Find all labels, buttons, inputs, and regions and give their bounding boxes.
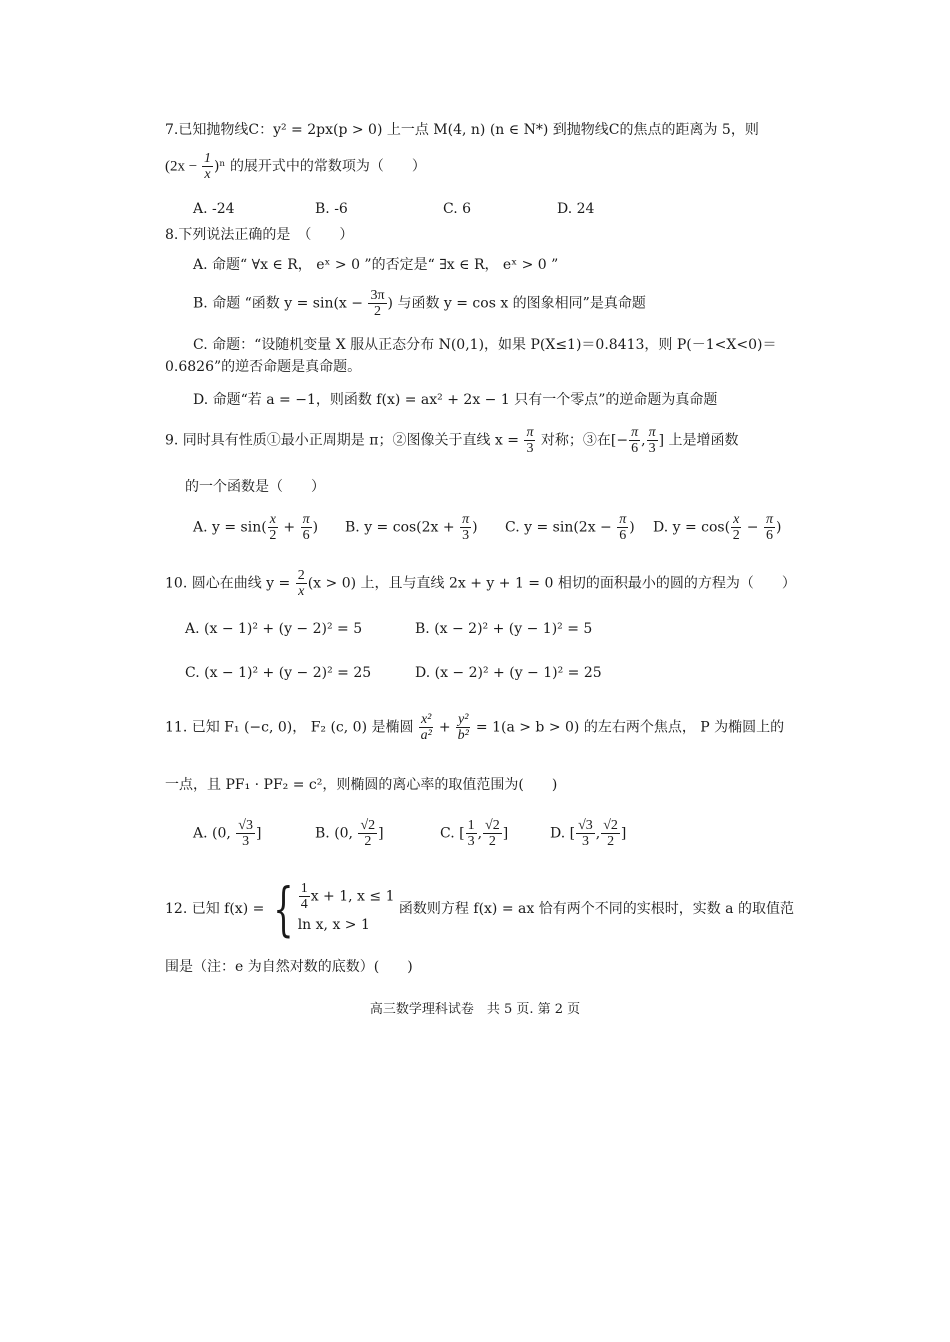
q7-option-a: A. -24	[193, 201, 235, 217]
q9b-frac: $\frac{\pi}{3}$	[462, 512, 470, 543]
q11-option-c: C. [ $\frac{1}{3}$ , $\frac{√2}{2}$ ]	[440, 818, 509, 849]
q11-option-a: A. (0, $\frac{√3}{3}$ ]	[193, 818, 262, 849]
q9-option-d: D. y = cos( $\frac{x}{2}$ − $\frac{\pi}{6}$ )	[653, 512, 782, 543]
q11a-frac: $\frac{√3}{3}$	[238, 818, 253, 849]
q9-option-b: B. y = cos(2x + $\frac{\pi}{3}$ )	[345, 512, 478, 543]
q11-frac-y: $\frac{\text{y²}}{\text{b²}}$	[457, 712, 469, 743]
q9-option-c: C. y = sin(2x − $\frac{\pi}{6}$ )	[505, 512, 635, 543]
q9-frac-3: $\frac{\pi}{3}$	[648, 425, 656, 456]
q11c-frac-2: $\frac{√2}{2}$	[485, 818, 500, 849]
q7-line1: 7.已知抛物线C：y² = 2px(p > 0) 上一点 M(4, n) (n ∈ N*) 到抛物线C的焦点的距离为 5，则	[165, 122, 759, 138]
q10-option-a: A. (x − 1)² + (y − 2)² = 5	[185, 621, 363, 637]
q9d-frac-2: $\frac{\pi}{6}$	[765, 512, 773, 543]
page-footer: 高三数学理科试卷 共 5 页. 第 2 页	[369, 1002, 581, 1017]
q11c-frac-1: $\frac{1}{3}$	[467, 818, 475, 849]
q12-line2: 围是（注：e 为自然对数的底数）( )	[165, 959, 413, 975]
q9c-frac: $\frac{\pi}{6}$	[619, 512, 627, 543]
q7-option-b: B. -6	[315, 201, 348, 217]
q9-frac-2: $\frac{\pi}{6}$	[631, 425, 639, 456]
q11-line1: 11. 已知 F₁ (−c, 0)， F₂ (c, 0) 是椭圆 $\frac{\text{x²}}{\text{a²}}$ + $\frac{\text{y²}}{\text{b²}}$ = 1(a > b > 0) 的左右两个焦点， P 为椭圆上的	[165, 712, 785, 743]
q11d-frac-1: $\frac{√3}{3}$	[578, 818, 593, 849]
q8-option-c-line1: C. 命题：“设随机变量 X 服从正态分布 N(0,1)，如果 P(X≤1)＝0.8413，则 P(－1<X<0)＝	[193, 337, 777, 353]
q10-option-b: B. (x − 2)² + (y − 1)² = 5	[415, 621, 593, 637]
q9a-frac-1: $\frac{x}{2}$	[269, 512, 277, 543]
q10-option-c: C. (x − 1)² + (y − 2)² = 25	[185, 665, 372, 681]
q10-stem: 10. 圆心在曲线 y = $\frac{2}{x}$ (x > 0) 上，且与直线 2x + y + 1 = 0 相切的面积最小的圆的方程为（ ）	[165, 568, 796, 599]
q7-option-d: D. 24	[557, 201, 595, 217]
q9-line2: 的一个函数是（ ）	[185, 479, 325, 495]
q8-option-c-line2: 0.6826”的逆否命题是真命题。	[165, 359, 362, 375]
q9-option-a: A. y = sin( $\frac{x}{2}$ + $\frac{\pi}{6}$ )	[193, 512, 319, 543]
q12-line1: 12. 已知 f(x) = { $\frac{1}{4}$ x + 1, x ≤ 1 ln x, x > 1 函数则方程 f(x) = ax 恰有两个不同的实根时，实数 a 的取值范	[165, 875, 794, 943]
q8-option-a: A. 命题“ ∀x ∈ R， eˣ > 0 ”的否定是“ ∃x ∈ R， eˣ > 0 ”	[193, 257, 559, 273]
q8-stem: 8.下列说法正确的是 （ ）	[165, 227, 354, 243]
q7-option-c: C. 6	[443, 201, 472, 217]
q7-line2-pre: (2x −	[165, 158, 201, 175]
q7-fraction: $\frac{1}{x}$	[203, 151, 211, 182]
q11-option-b: B. (0, $\frac{√2}{2}$ ]	[315, 818, 384, 849]
q9-frac-1: $\frac{\pi}{3}$	[526, 425, 534, 456]
q8-b-fraction: $\frac{3\pi}{2}$	[370, 288, 385, 319]
q9-line1: 9. 同时具有性质①最小正周期是 π；②图像关于直线 x = $\frac{\pi}{3}$ 对称；③在[− $\frac{\pi}{6}$ , $\frac{\pi}{3}$ ] 上是增函数	[165, 425, 739, 456]
q7-line2-post: )ⁿ 的展开式中的常数项为（ ）	[213, 158, 426, 175]
q9d-frac-1: $\frac{x}{2}$	[732, 512, 740, 543]
q8-option-b: B. 命题 “函数 y = sin(x − $\frac{3\pi}{2}$ ) 与函数 y = cos x 的图象相同”是真命题	[193, 288, 646, 319]
q8-option-d: D. 命题“若 a = −1，则函数 f(x) = ax² + 2x − 1 只有一个零点”的逆命题为真命题	[193, 392, 718, 408]
q11-frac-x: $\frac{\text{x²}}{\text{a²}}$	[420, 712, 432, 743]
q11d-frac-2: $\frac{√2}{2}$	[603, 818, 618, 849]
q7-line2	[165, 151, 426, 182]
case-2: ln x, x > 1	[297, 916, 370, 933]
q10-frac: $\frac{2}{x}$	[297, 568, 305, 599]
q11-line2: 一点，且 PF₁ · PF₂ = c²，则椭圆的离心率的取值范围为( )	[165, 777, 558, 793]
q12-frac: $\frac{1}{4}$	[300, 880, 308, 912]
case-1: $\frac{1}{4}$ x + 1, x ≤ 1	[300, 880, 395, 912]
piecewise-cases	[298, 881, 395, 938]
left-brace: {	[273, 875, 294, 943]
q10-option-d: D. (x − 2)² + (y − 1)² = 25	[415, 665, 602, 681]
q11-option-d: D. [ $\frac{√3}{3}$ , $\frac{√2}{2}$ ]	[550, 818, 627, 849]
q11b-frac: $\frac{√2}{2}$	[360, 818, 376, 849]
q9a-frac-2: $\frac{\pi}{6}$	[302, 512, 310, 543]
